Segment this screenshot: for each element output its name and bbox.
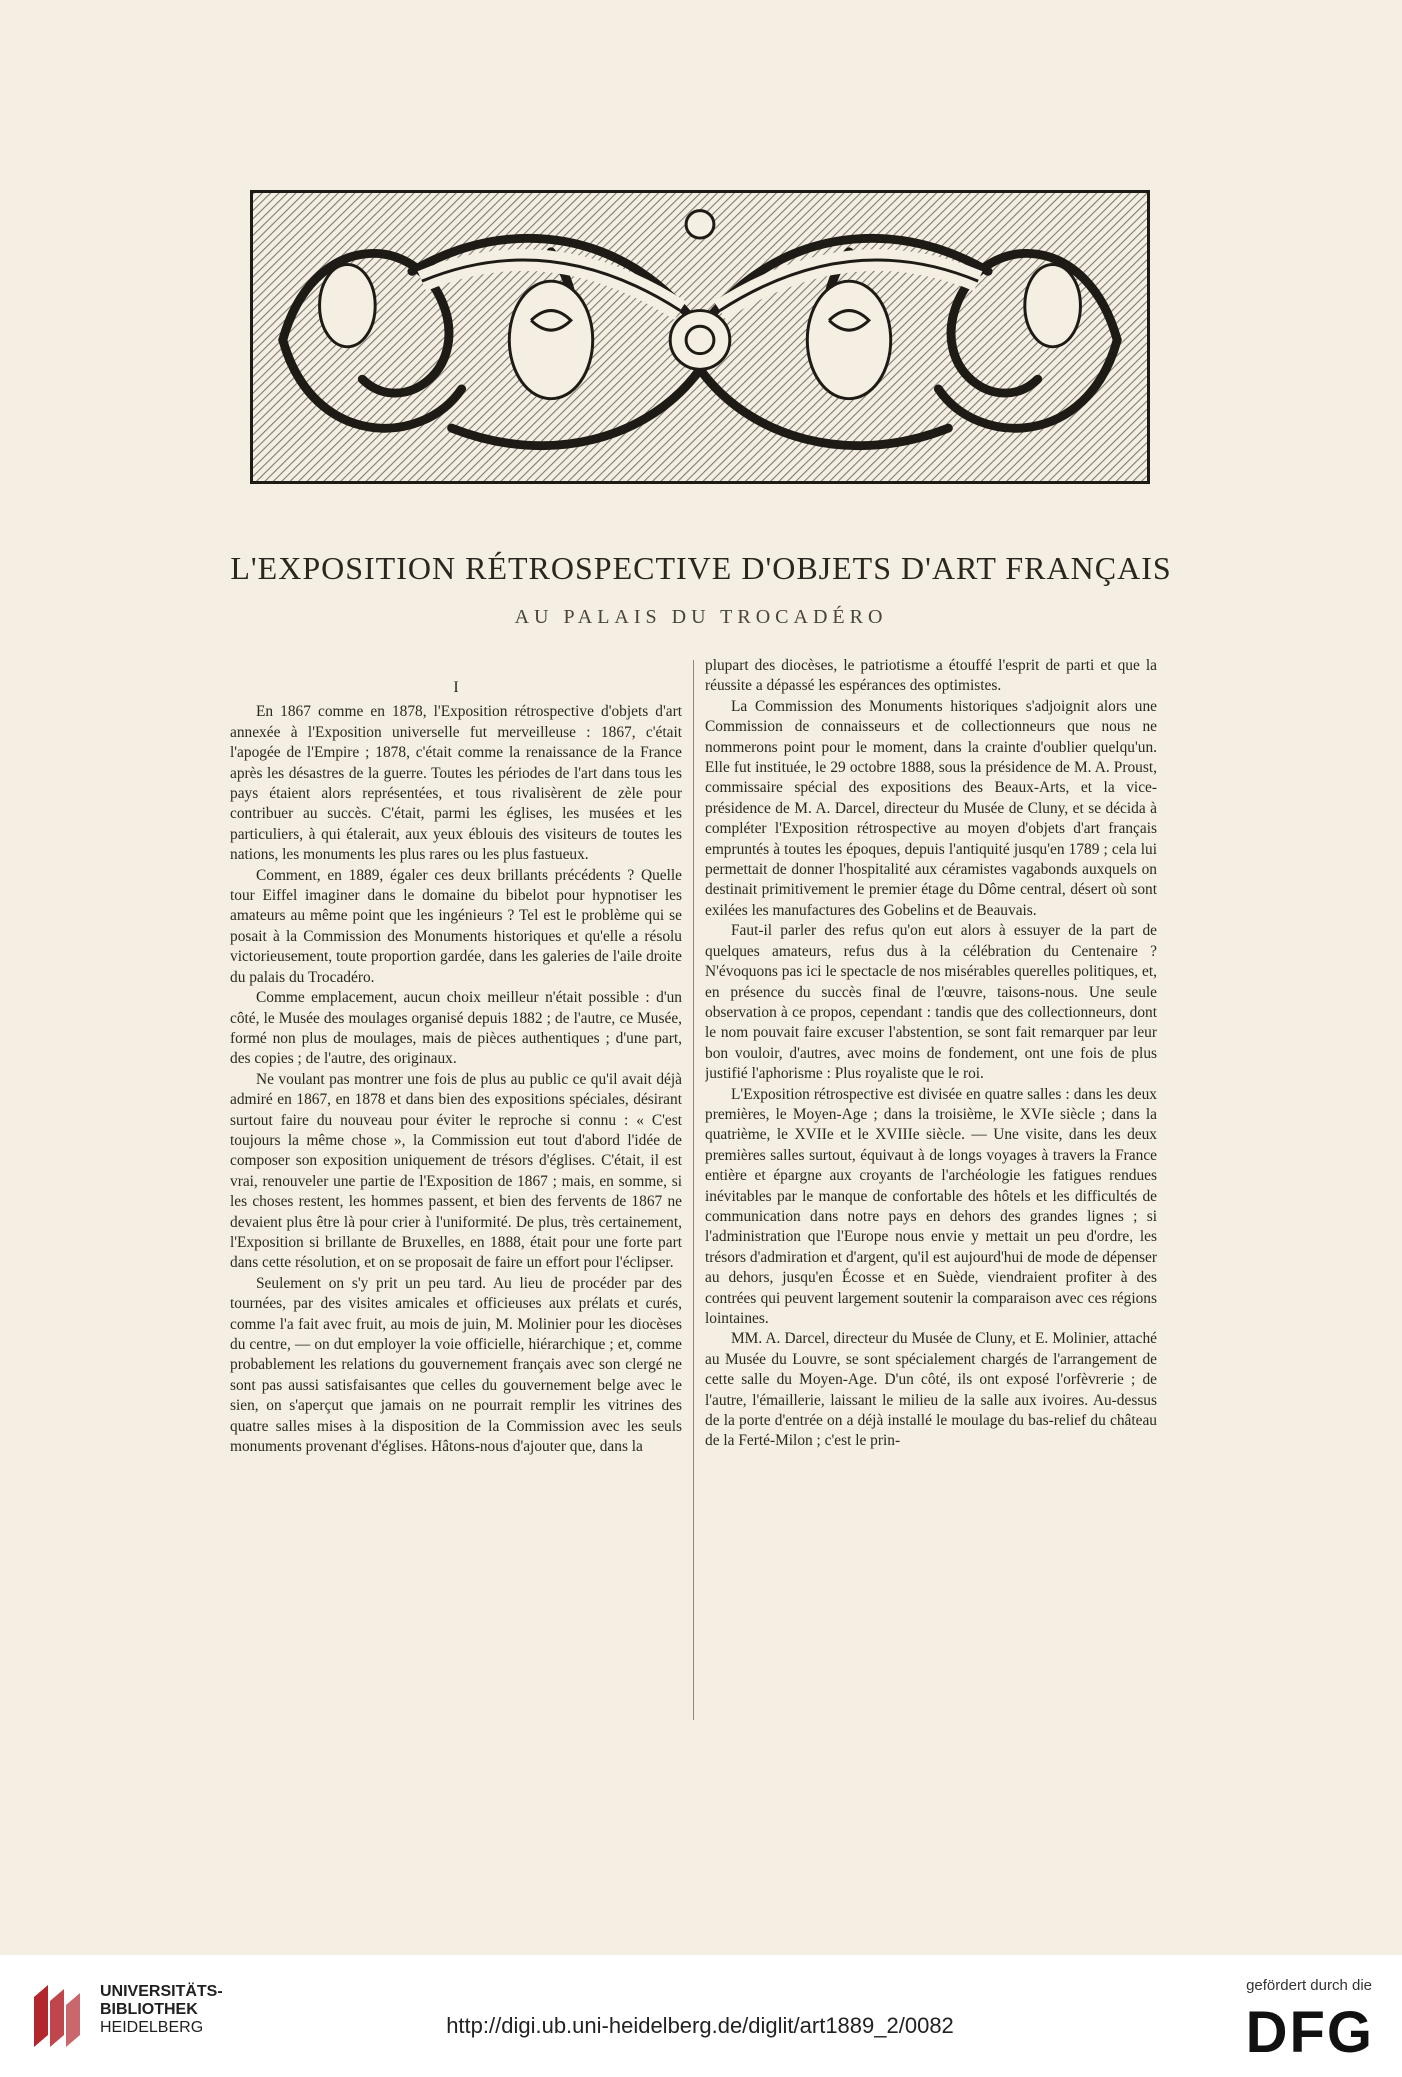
funded-by-label: gefördert durch die	[1246, 1977, 1372, 1994]
viewer-footer	[0, 1955, 1402, 2077]
paragraph: Ne voulant pas montrer une fois de plus au public ce qu'il avait déjà admiré en 1867, en 1878 et dans bien des expositions spéciales, désirant surtout faire du nouveau pour éviter le reproche si connu : « C'est toujours la même chose », la Commission eut tout d'abord l'idée de composer son exposition uniquement de trésors d'églises. C'était, il est vrai, renouveler une partie de l'Exposition de 1867 ; mais, en somme, si les choses restent, les hommes passent, et bien des fervents de 1867 ne devaient plus être là pour crier à l'uniformité. De plus, très certainement, l'Exposition si brillante de Bruxelles, en 1888, était pour une forte part dans cette résolution, et on se proposait de faire un effort pour l'éclipser.	[230, 1070, 682, 1272]
paragraph: La Commission des Monuments historiques s'adjoignit alors une Commission de connaisseurs et de collectionneurs que nous ne nommerons point pour le moment, dans la crainte d'oublier quelqu'un. Elle fut instituée, le 29 octobre 1888, sous la présidence de M. A. Proust, commissaire spécial des expositions des Beaux-Arts, et la vice-présidence de M. A. Darcel, directeur du Musée de Cluny, et se décida à compléter l'Exposition rétrospective au moyen d'objets d'art français empruntés à toutes les époques, depuis l'antiquité jusqu'en 1789 ; cela lui permettait de donner l'hospitalité aux céramistes vagabonds auxquels on destinait primitivement le premier étage du Dôme central, désert où sont exilées les manufactures des Gobelins et de Beauvais.	[705, 697, 1157, 919]
paragraph: Seulement on s'y prit un peu tard. Au lieu de procéder par des tournées, par des visites amicales et officieuses aux prélats et curés, comme l'a fait avec fruit, au mois de juin, M. Molinier pour les diocèses du centre, — on dut employer la voie officielle, hiérarchique ; et, comme probablement les relations du gouvernement français avec son clergé ne sont pas aussi satisfaisantes que celles du gouvernement belge avec le sien, on s'aperçut que jamais on ne pourrait remplir les vitrines des quatre salles mises à la disposition de la Commission avec les seuls monuments provenant d'églises. Hâtons-nous d'ajouter que, dans la	[230, 1274, 682, 1456]
ub-heidelberg-logo-icon	[26, 1977, 86, 2052]
text-column-left	[230, 656, 682, 1706]
article-title: L'EXPOSITION RÉTROSPECTIVE D'OBJETS D'ART FRANÇAIS	[230, 550, 1172, 586]
paragraph-continuation: plupart des diocèses, le patriotisme a étouffé l'esprit de parti et que la réussite a dépassé les espérances des optimistes.	[705, 657, 1157, 695]
library-name-line: UNIVERSITÄTS-	[100, 1983, 223, 2000]
ornament-graphic	[253, 193, 1147, 481]
paragraph: Faut-il parler des refus qu'on eut alors à essuyer de la part de quelques amateurs, refus dus à la célébration du Centenaire ? N'évoquons pas ici le spectacle de nos misérables querelles politiques, et, en présence du succès final de l'œuvre, taisons-nous. Une seule observation à ce propos, cependant : tandis que des collectionneurs, dont le nom pouvait faire excuser l'abstention, se sont fait remarquer par leur bon vouloir, d'autres, avec moins de fondement, ont une fois de plus justifié l'aphorisme : Plus royaliste que le roi.	[705, 922, 1157, 1083]
library-name-line: HEIDELBERG	[100, 2019, 204, 2036]
section-number: I	[453, 679, 459, 696]
paragraph: L'Exposition rétrospective est divisée en quatre salles : dans les deux premières, le Moyen-Age ; dans la troisième, le XVIe siècle ; dans la quatrième, le XVIIe et le XVIIIe siècle. — Une visite, dans les deux premières salles surtout, équivaut à de longs voyages à travers la France entière et épargne aux croyants de l'archéologie les fatigues rendues inévitables par le manque de confortable des hôtels et les difficultés de communication dans notre pays en dehors des grandes lignes ; si l'administration que l'Europe nous envie y mettait un peu d'ordre, les trésors d'admiration et d'argent, qu'il est aujourd'hui de mode de dépenser au dehors, jusqu'en Écosse et en Suède, viendraient profiter à des contrées qui peuvent largement soutenir la comparaison avec ces régions lointaines.	[705, 1085, 1157, 1327]
paragraph: En 1867 comme en 1878, l'Exposition rétrospective d'objets d'art annexée à l'Exposition universelle fut merveilleuse : 1867, c'était l'apogée de l'Empire ; 1878, c'était comme la renaissance de la France après les désastres de la guerre. Toutes les périodes de l'art dans tous les pays étaient alors représentées, et tous rivalisèrent de zèle pour contribuer au succès. C'était, parmi les églises, les musées et les particuliers, à qui étalerait, aux yeux éblouis des visiteurs de toutes les nations, les monuments les plus rares ou les plus fastueux.	[230, 703, 682, 864]
library-name-line: BIBLIOTHEK	[100, 2001, 198, 2018]
library-name	[100, 1983, 223, 2037]
text-column-right	[705, 656, 1157, 1706]
paragraph: Comment, en 1889, égaler ces deux brillants précédents ? Quelle tour Eiffel imaginer dans le domaine du bibelot pour hypnotiser les amateurs au même point que les ingénieurs ? Tel est le problème qui se posait à la Commission des Monuments historiques et qu'elle a résolu victorieusement, toute proportion gardée, dans les galeries de l'aile droite du palais du Trocadéro.	[230, 866, 682, 986]
article-subtitle: AU PALAIS DU TROCADÉRO	[514, 606, 888, 628]
permalink-url[interactable]: http://digi.ub.uni-heidelberg.de/diglit/art1889_2/0082	[446, 2013, 954, 2038]
paragraph: Comme emplacement, aucun choix meilleur n'était possible : d'un côté, le Musée des moulages organisé depuis 1882 ; de l'autre, ce Musée, formé non plus de moulages, mais de pièces authentiques ; d'une part, des copies ; de l'autre, des originaux.	[230, 989, 682, 1068]
column-divider	[693, 660, 694, 1720]
dfg-logo: DFG	[1245, 2000, 1374, 2065]
ornamental-headpiece	[250, 190, 1150, 484]
paragraph: MM. A. Darcel, directeur du Musée de Cluny, et E. Molinier, attaché au Musée du Louvre, se sont spécialement chargés de l'arrangement de cette salle du Moyen-Age. D'un côté, ils ont exposé l'orfèvrerie ; de l'autre, l'émaillerie, laissant le milieu de la salle aux ivoires. Au-dessus de la porte d'entrée on a déjà installé le moulage du bas-relief du château de la Ferté-Milon ; c'est le prin-	[705, 1330, 1157, 1450]
